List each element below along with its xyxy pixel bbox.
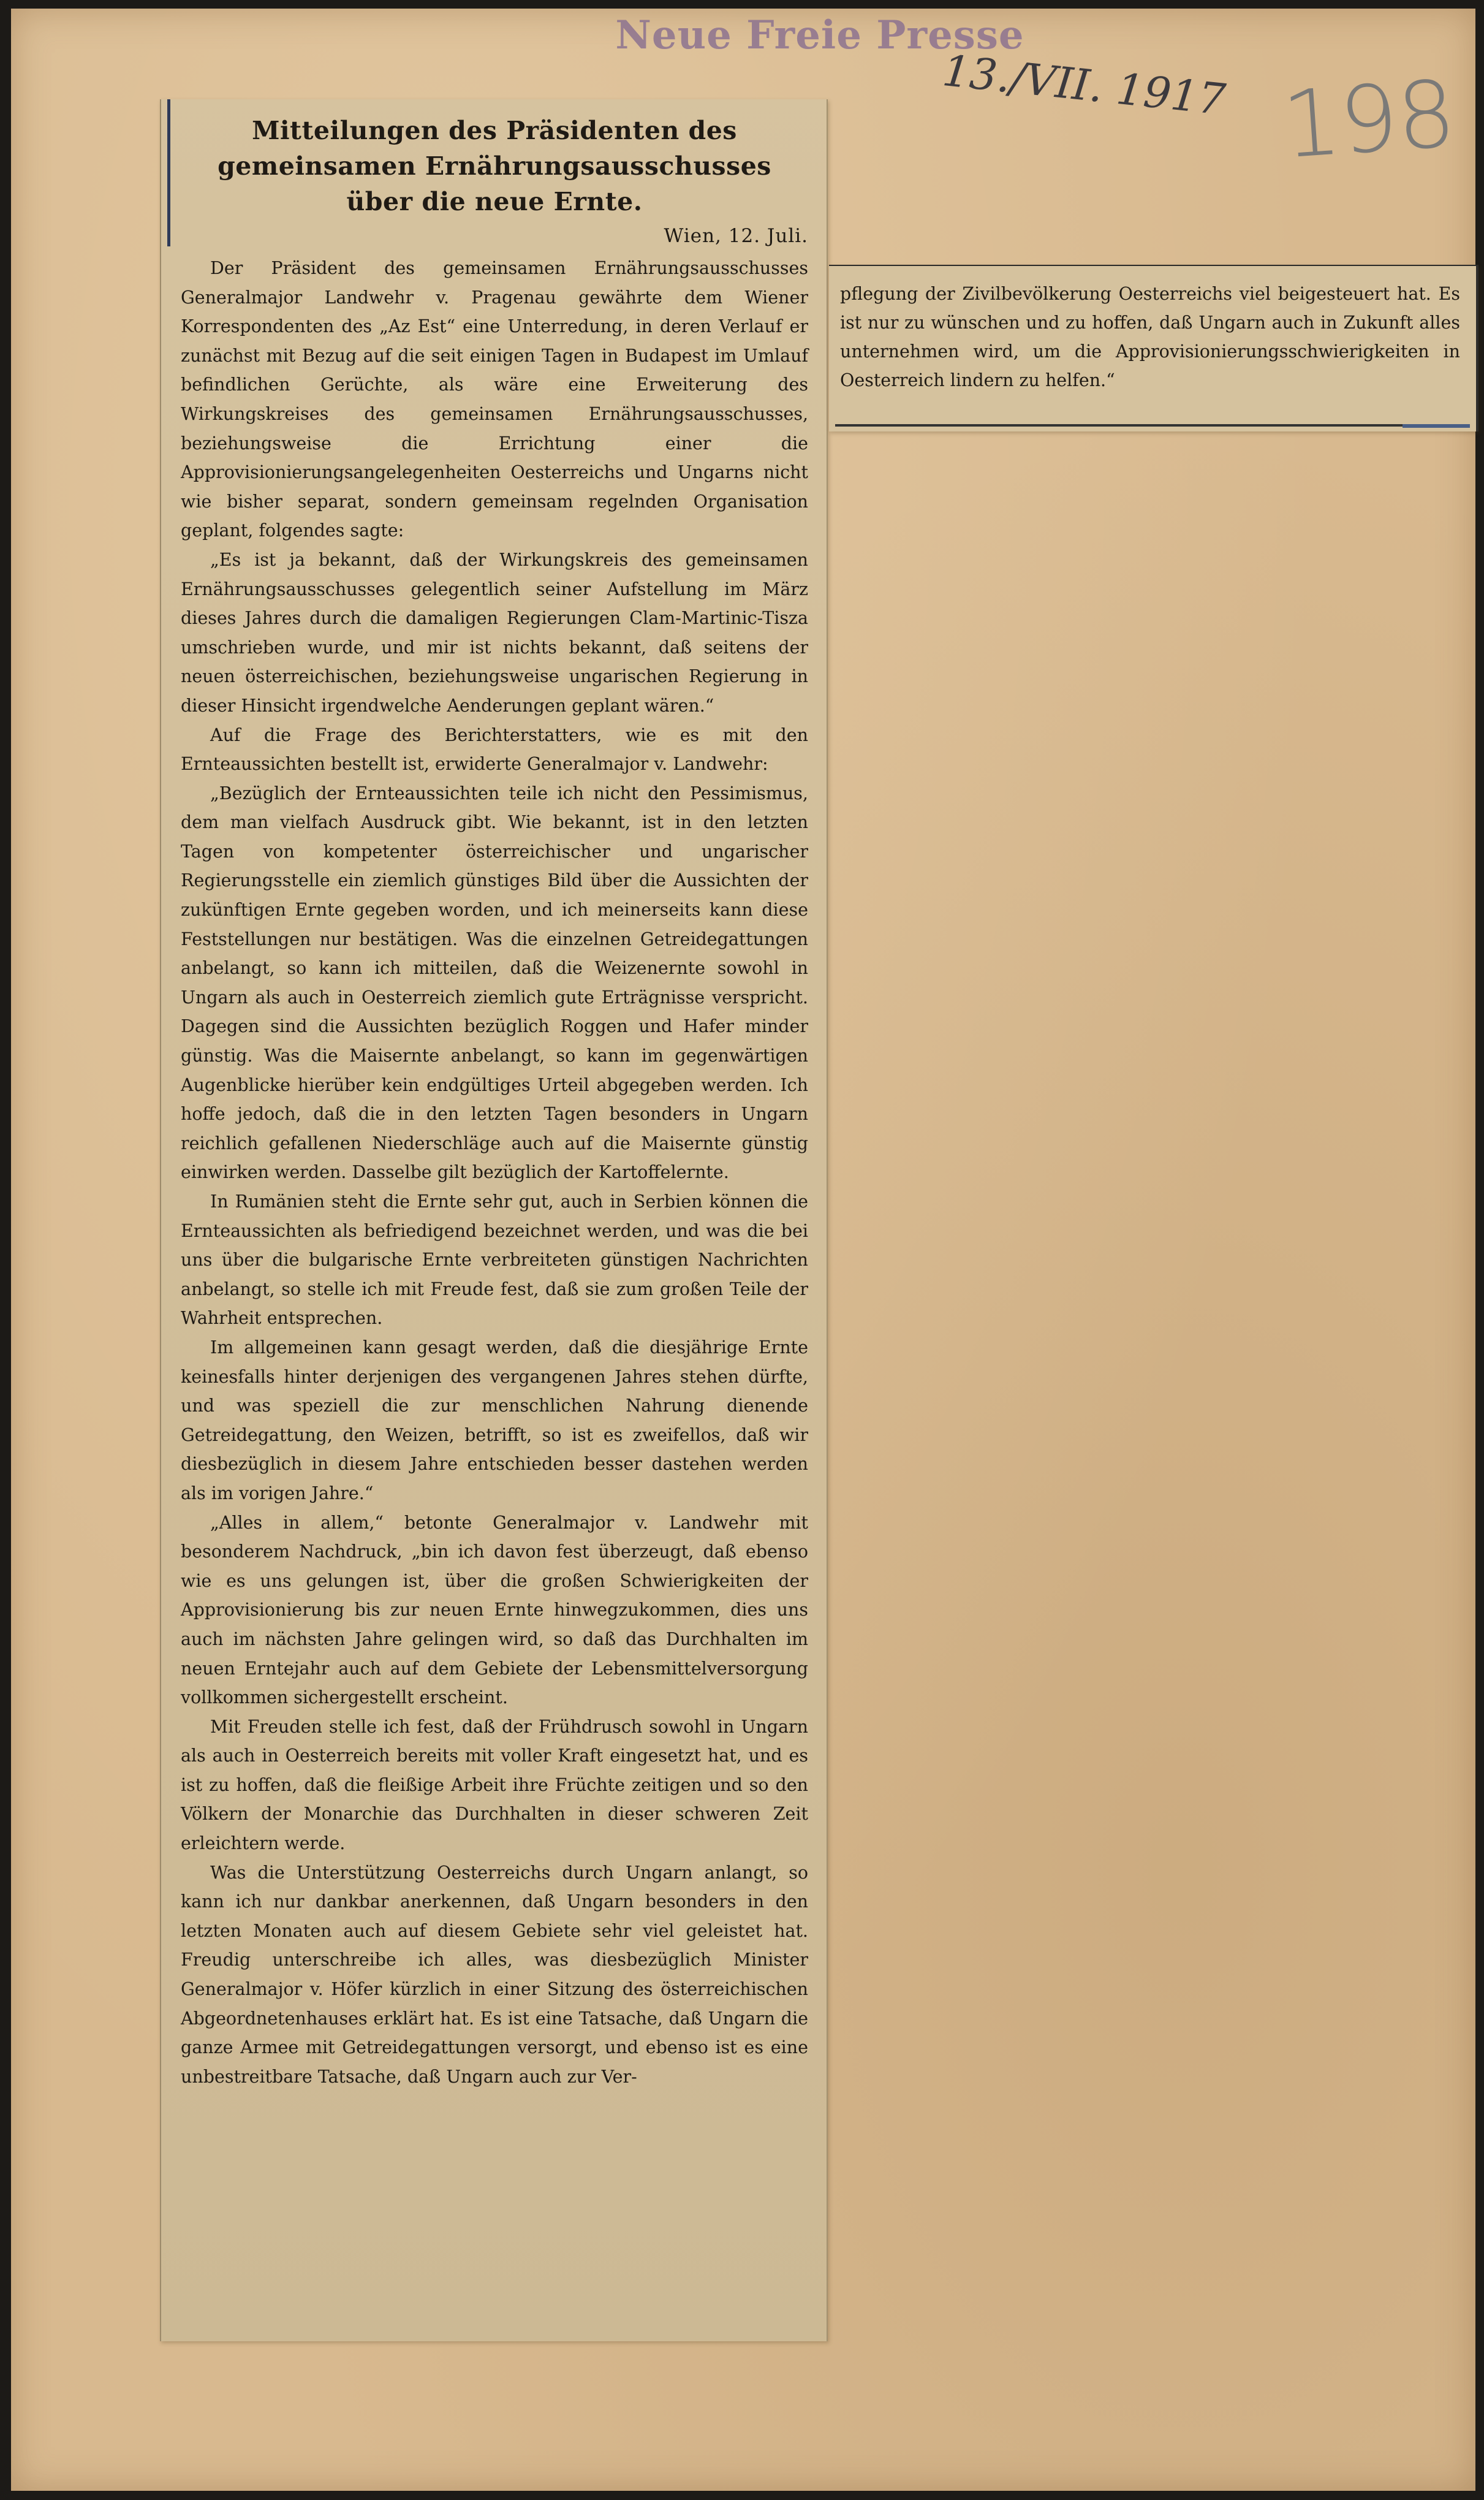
clipping-edge-mark xyxy=(1403,424,1470,428)
article-paragraph: Der Präsident des gemeinsamen Ernährungsausschusses Generalmajor Landwehr v. Pragenau gewährte dem Wiener Korrespondenten des „Az Est“ eine Unterredung, in deren Verlauf er zunächst mit Bezug auf die seit einigen Tagen in Budapest im Umlauf befindlichen Gerüchte, als wäre eine Erweiterung des Wirkungskreises des gemeinsamen Ernährungsausschusses, beziehungsweise die Errichtung einer die Approvisionierungsangelegenheiten Oesterreichs und Ungarns nicht wie bisher separat, sondern gemeinsam regelnden Organisation geplant, folgendes sagte: xyxy=(181,258,808,541)
archive-sheet xyxy=(11,9,1475,2491)
clipping-edge-mark xyxy=(167,99,170,246)
article-continuation-text: pflegung der Zivilbevölkerung Oesterreichs viel beigesteuert hat. Es ist nur zu wünschen und zu hoffen, daß Ungarn auch in Zukunft alles unternehmen wird, um die Approvisionierungsschwierigkeiten in Oesterreich lindern zu helfen.“ xyxy=(840,284,1460,390)
article-paragraph: Auf die Frage des Berichterstatters, wie es mit den Ernteaussichten bestellt ist, erwiderte Generalmajor v. Landwehr: xyxy=(181,724,808,775)
newspaper-stamp: Neue Freie Presse xyxy=(615,12,1024,58)
handwritten-page-number: 198 xyxy=(1279,61,1458,180)
article-dateline: Wien, 12. Juli. xyxy=(664,225,808,247)
article-paragraph: „Bezüglich der Ernteaussichten teile ich nicht den Pessimismus, dem man vielfach Ausdruck gibt. Wie bekannt, ist in den letzten Tagen von kompetenter österreichischer und ungarischer Regierungsstelle ein ziemlich günstiges Bild über die Aussichten der zukünftigen Ernte gegeben worden, und ich meinerseits kann diese Feststellungen nur bestätigen. Was die einzelnen Getreidegattungen anbelangt, so kann ich mitteilen, daß die Weizenernte sowohl in Ungarn als auch in Oesterreich ziemlich gute Erträgnisse verspricht. Dagegen sind die Aussichten bezüglich Roggen und Hafer minder günstig. Was die Maisernte anbelangt, so kann im gegenwärtigen Augenblicke hierüber kein endgültiges Urteil abgegeben werden. Ich hoffe jedoch, daß die in den letzten Tagen besonders in Ungarn reichlich gefallenen Niederschläge auch auf die Maisernte günstig einwirken werden. Dasselbe gilt bezüglich der Kartoffelernte. xyxy=(181,783,808,1183)
article-clipping-main xyxy=(160,99,828,2341)
article-headline: Mitteilungen des Präsidenten des gemeinsamen Ernährungsausschusses über die neue Ernte. xyxy=(218,116,771,216)
article-paragraph: Mit Freuden stelle ich fest, daß der Frühdrusch sowohl in Ungarn als auch in Oesterreich bereits mit voller Kraft eingesetzt hat, und es ist zu hoffen, daß die fleißige Arbeit ihre Früchte zeitigen und so den Völkern der Monarchie das Durchhalten in dieser schweren Zeit erleichtern werde. xyxy=(181,1716,808,1854)
handwritten-date: 13./VII. 1917 xyxy=(940,45,1228,125)
article-paragraph: In Rumänien steht die Ernte sehr gut, auch in Serbien können die Ernteaussichten als befriedigend bezeichnet werden, und was die bei uns über die bulgarische Ernte verbreiteten günstigen Nachrichten anbelangt, so stelle ich mit Freude fest, daß sie zum großen Teile der Wahrheit entsprechen. xyxy=(181,1191,808,1329)
clipping-rule xyxy=(835,424,1439,427)
article-paragraph: „Es ist ja bekannt, daß der Wirkungskreis des gemeinsamen Ernährungsausschusses gelegentlich seiner Aufstellung im März dieses Jahres durch die damaligen Regierungen Clam-Martinic-Tisza umschrieben wurde, und mir ist nichts bekannt, daß seitens der neuen österreichischen, beziehungsweise ungarischen Regierung in dieser Hinsicht irgendwelche Aenderungen geplant wären.“ xyxy=(181,549,808,716)
article-clipping-continuation xyxy=(829,265,1478,431)
article-paragraph: Was die Unterstützung Oesterreichs durch Ungarn anlangt, so kann ich nur dankbar anerkennen, daß Ungarn besonders in den letzten Monaten auch auf diesem Gebiete sehr viel geleistet hat. Freudig unterschreibe ich alles, was diesbezüglich Minister Generalmajor v. Höfer kürzlich in einer Sitzung des österreichischen Abgeordnetenhauses erklärt hat. Es ist eine Tatsache, daß Ungarn die ganze Armee mit Getreidegattungen versorgt, und ebenso ist es eine unbestreitbare Tatsache, daß Ungarn auch zur Ver- xyxy=(181,1862,808,2087)
article-paragraph: „Alles in allem,“ betonte Generalmajor v. Landwehr mit besonderem Nachdruck, „bin ich davon fest überzeugt, daß ebenso wie es uns gelungen ist, über die großen Schwierigkeiten der Approvisionierung bis zur neuen Ernte hinwegzukommen, dies uns auch im nächsten Jahre gelingen wird, so daß das Durchhalten im neuen Erntejahr auch auf dem Gebiete der Lebensmittelversorgung vollkommen sichergestellt erscheint. xyxy=(181,1512,808,1708)
article-paragraph: Im allgemeinen kann gesagt werden, daß die diesjährige Ernte keinesfalls hinter derjenigen des vergangenen Jahres stehen dürfte, und was speziell die zur menschlichen Nahrung dienende Getreidegattung, den Weizen, betrifft, so ist es zweifellos, daß wir diesbezüglich in diesem Jahre entschieden besser dastehen werden als im vorigen Jahre.“ xyxy=(181,1337,808,1503)
